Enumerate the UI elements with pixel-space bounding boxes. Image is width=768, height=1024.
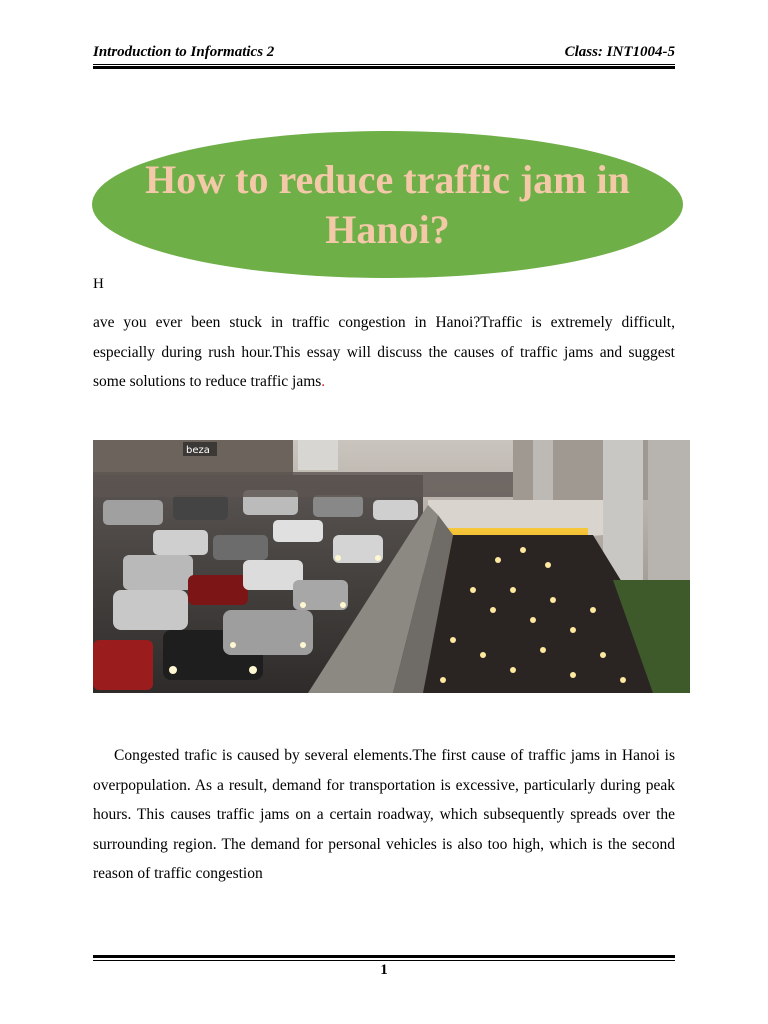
traffic-photo bbox=[93, 440, 690, 693]
class-code: Class: INT1004-5 bbox=[564, 44, 675, 60]
shop-sign-text: beza bbox=[186, 445, 210, 456]
course-title: Introduction to Informatics 2 bbox=[93, 44, 275, 60]
header-rule-thin bbox=[93, 64, 675, 65]
page-header bbox=[93, 42, 675, 64]
footer-rule-thin bbox=[93, 960, 675, 961]
intro-end-period: . bbox=[321, 373, 326, 390]
drop-cap: H bbox=[93, 276, 104, 292]
footer-rule-thick bbox=[93, 955, 675, 958]
intro-paragraph bbox=[93, 308, 675, 397]
intro-text: ave you ever been stuck in traffic congestion in Hanoi?Traffic is extremely difficult, especially during rush hour.This essay will discuss the causes of traffic jams and suggest some solutions to reduce traffic jams bbox=[93, 314, 675, 390]
document-title: How to reduce traffic jam in Hanoi? bbox=[145, 156, 630, 252]
page-number: 1 bbox=[380, 962, 388, 978]
header-rule-thick bbox=[93, 66, 675, 69]
body-paragraph: Congested trafic is caused by several elements.The first cause of traffic jams in Hanoi is overpopulation. As a result, demand for transportation is excessive, particularly during peak hours. This causes traffic jams on a certain roadway, which subsequently spreads over the surrounding region. The demand for personal vehicles is also too high, which is the second reason of traffic congestion bbox=[93, 747, 675, 882]
title-banner bbox=[92, 131, 683, 278]
